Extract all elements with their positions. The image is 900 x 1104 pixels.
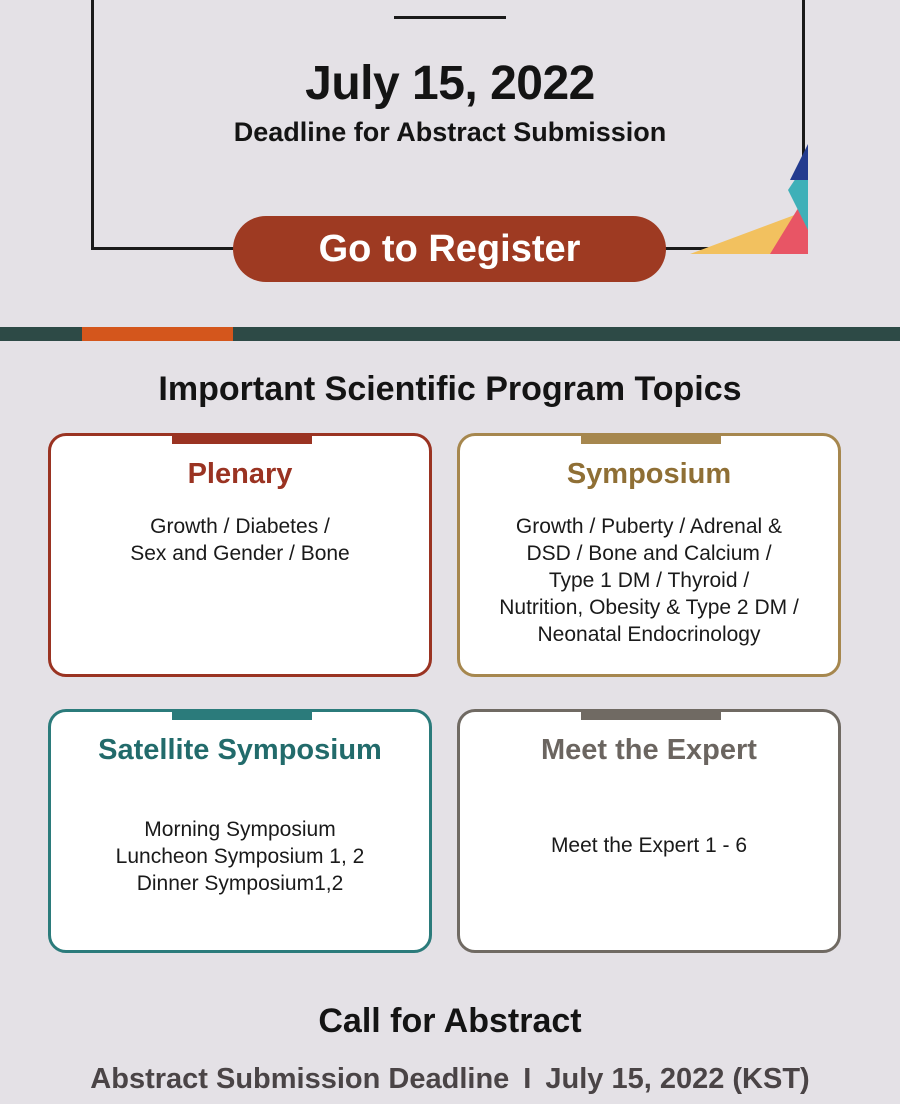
go-to-register-button[interactable]: Go to Register	[233, 216, 666, 282]
abstract-deadline-date: July 15, 2022 (KST)	[545, 1063, 810, 1095]
card-title: Meet the Expert	[541, 734, 757, 766]
card-line: Growth / Puberty / Adrenal &	[515, 515, 783, 538]
topic-card-symposium	[457, 433, 841, 677]
card-line: Meet the Expert 1 - 6	[550, 834, 748, 857]
topic-card-plenary	[48, 433, 432, 677]
card-tab	[172, 709, 312, 720]
card-title: Plenary	[187, 458, 293, 490]
deadline-date: July 15, 2022	[305, 57, 595, 110]
card-tab	[581, 709, 721, 720]
frame-top-bar	[394, 16, 506, 19]
topic-card-meet-the-expert	[457, 709, 841, 953]
call-for-abstract-title: Call for Abstract	[318, 1002, 582, 1040]
card-title: Satellite Symposium	[98, 734, 382, 766]
decorative-triangles-graphic	[690, 140, 810, 256]
abstract-deadline-label: Abstract Submission Deadline	[90, 1063, 510, 1095]
card-line: Sex and Gender / Bone	[130, 542, 350, 565]
card-line: Nutrition, Obesity & Type 2 DM /	[499, 596, 799, 619]
card-line: Type 1 DM / Thyroid /	[548, 569, 750, 592]
card-tab	[581, 433, 721, 444]
card-tab	[172, 433, 312, 444]
card-line: Dinner Symposium1,2	[136, 872, 344, 895]
card-line: Luncheon Symposium 1, 2	[115, 845, 365, 868]
separator: I	[523, 1063, 532, 1095]
card-body	[61, 816, 419, 897]
deadline-label: Deadline for Abstract Submission	[233, 117, 667, 147]
section-divider-accent	[82, 327, 233, 341]
topics-title: Important Scientific Program Topics	[158, 370, 742, 408]
card-body	[61, 513, 419, 567]
topic-card-satellite-symposium	[48, 709, 432, 953]
card-line: Neonatal Endocrinology	[537, 623, 761, 646]
card-line: Growth / Diabetes /	[150, 515, 330, 538]
card-body	[470, 513, 828, 648]
card-line: DSD / Bone and Calcium /	[526, 542, 772, 565]
card-line: Morning Symposium	[144, 818, 336, 841]
card-body	[470, 832, 828, 859]
card-title: Symposium	[566, 458, 732, 490]
abstract-deadline-line	[0, 1063, 900, 1096]
